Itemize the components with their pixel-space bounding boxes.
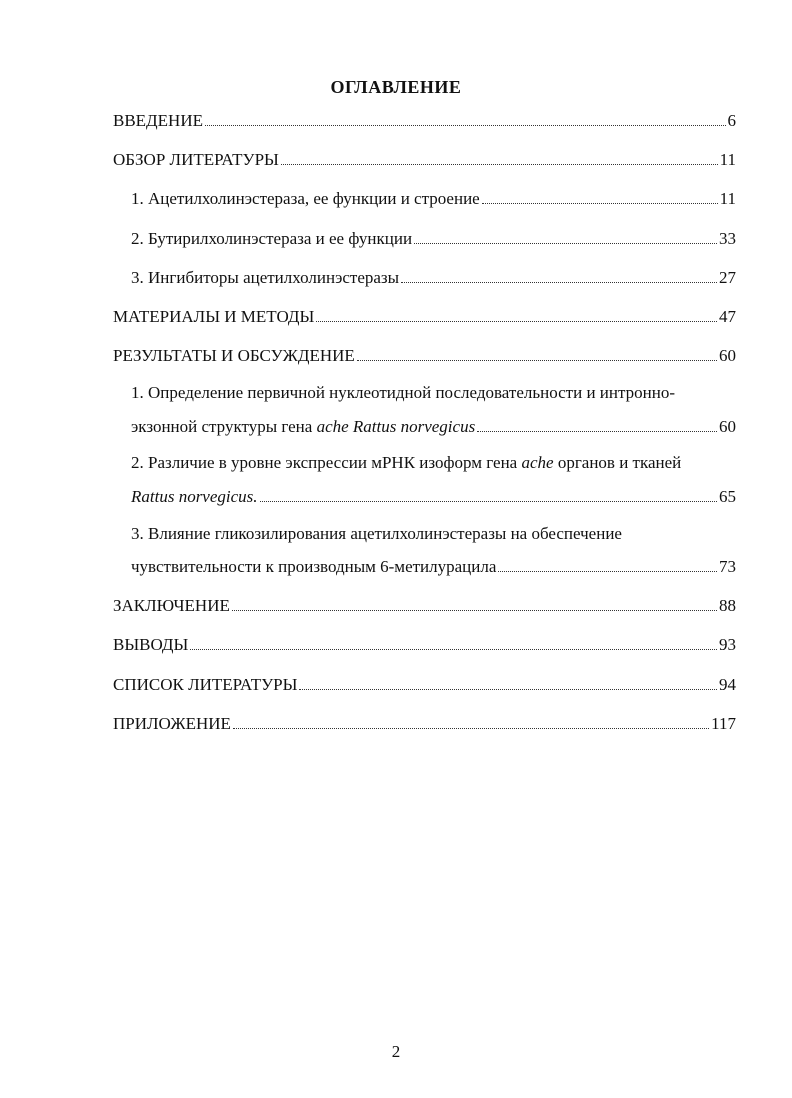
toc-entry-italic: ache Rattus norvegicus bbox=[316, 417, 476, 436]
toc-entry-materials-methods bbox=[113, 307, 736, 327]
dot-leader bbox=[232, 609, 717, 611]
toc-heading: ОГЛАВЛЕНИЕ bbox=[330, 77, 462, 97]
toc-entry-title: ВВЕДЕНИЕ bbox=[113, 111, 203, 130]
toc-entry-text: органов и тканей bbox=[553, 453, 682, 472]
toc-entry-results-3 bbox=[131, 557, 736, 577]
toc-entry-page: 11 bbox=[719, 189, 736, 208]
toc-entry-page: 117 bbox=[711, 714, 736, 733]
toc-entry-inhibitors bbox=[131, 268, 736, 288]
toc-entry-results-2 bbox=[131, 487, 736, 507]
dot-leader bbox=[357, 359, 717, 361]
toc-entry-title: ОБЗОР ЛИТЕРАТУРЫ bbox=[113, 150, 279, 169]
toc-entry-title: 2. Бутирилхолинэстераза и ее функции bbox=[131, 229, 413, 248]
toc-entry-results-2-line1 bbox=[131, 453, 681, 473]
dot-leader bbox=[498, 570, 717, 572]
toc-entry-title: ВЫВОДЫ bbox=[113, 635, 189, 654]
toc-entry-conclusion bbox=[113, 596, 736, 616]
toc-entry-italic: ache bbox=[521, 453, 554, 472]
toc-entry-results-1-line1: 1. Определение первичной нуклеотидной последовательности и интронно- bbox=[131, 383, 675, 402]
toc-entry-page: 94 bbox=[719, 675, 736, 694]
toc-entry-title bbox=[131, 417, 475, 437]
toc-entry-text: 2. Различие в уровне экспрессии мРНК изоформ гена bbox=[131, 453, 522, 472]
dot-leader bbox=[477, 430, 717, 432]
toc-entry-introduction bbox=[113, 111, 736, 131]
toc-entry-butyrylcholinesterase bbox=[131, 229, 736, 249]
toc-entry-title: СПИСОК ЛИТЕРАТУРЫ bbox=[113, 675, 298, 694]
toc-entry-title: 1. Ацетилхолинэстераза, ее функции и строение bbox=[131, 189, 480, 208]
toc-entry-page: 11 bbox=[719, 150, 736, 169]
toc-entry-text: экзонной структуры гена bbox=[131, 417, 317, 436]
toc-entry-page: 65 bbox=[719, 487, 736, 506]
toc-entry-references bbox=[113, 675, 736, 695]
dot-leader bbox=[316, 320, 717, 322]
toc-entry-title: МАТЕРИАЛЫ И МЕТОДЫ bbox=[113, 307, 315, 326]
toc-entry-results-3-line1: 3. Влияние гликозилирования ацетилхолинэстеразы на обеспечение bbox=[131, 524, 622, 543]
dot-leader bbox=[482, 202, 718, 204]
toc-entry-page: 73 bbox=[719, 557, 736, 576]
toc-entry-page: 93 bbox=[719, 635, 736, 654]
dot-leader bbox=[414, 242, 717, 244]
toc-entry-results-1 bbox=[131, 417, 736, 437]
toc-entry-title bbox=[131, 487, 258, 507]
toc-entry-page: 88 bbox=[719, 596, 736, 615]
toc-entry-page: 60 bbox=[719, 417, 736, 436]
dot-leader bbox=[281, 163, 718, 165]
toc-entry-literature-review bbox=[113, 150, 736, 170]
toc-entry-results-discussion bbox=[113, 346, 736, 366]
toc-entry-title: ПРИЛОЖЕНИЕ bbox=[113, 714, 231, 733]
dot-leader bbox=[299, 688, 717, 690]
toc-entry-title: ЗАКЛЮЧЕНИЕ bbox=[113, 596, 230, 615]
toc-entry-findings bbox=[113, 635, 736, 655]
toc-entry-italic: Rattus norvegicus. bbox=[131, 487, 258, 506]
dot-leader bbox=[190, 648, 717, 650]
toc-entry-title: РЕЗУЛЬТАТЫ И ОБСУЖДЕНИЕ bbox=[113, 346, 355, 365]
toc-entry-appendix bbox=[113, 714, 736, 734]
dot-leader bbox=[260, 500, 717, 502]
dot-leader bbox=[205, 124, 726, 126]
toc-entry-page: 47 bbox=[719, 307, 736, 326]
toc-entry-title: 3. Ингибиторы ацетилхолинэстеразы bbox=[131, 268, 400, 287]
toc-entry-acetylcholinesterase bbox=[131, 189, 736, 209]
page-number: 2 bbox=[391, 1042, 401, 1061]
toc-entry-page: 33 bbox=[719, 229, 736, 248]
toc-entry-page: 60 bbox=[719, 346, 736, 365]
dot-leader bbox=[401, 281, 717, 283]
toc-entry-page: 6 bbox=[727, 111, 736, 130]
toc-entry-title: чувствительности к производным 6-метилурацила bbox=[131, 557, 497, 576]
toc-entry-page: 27 bbox=[719, 268, 736, 287]
dot-leader bbox=[233, 727, 709, 729]
